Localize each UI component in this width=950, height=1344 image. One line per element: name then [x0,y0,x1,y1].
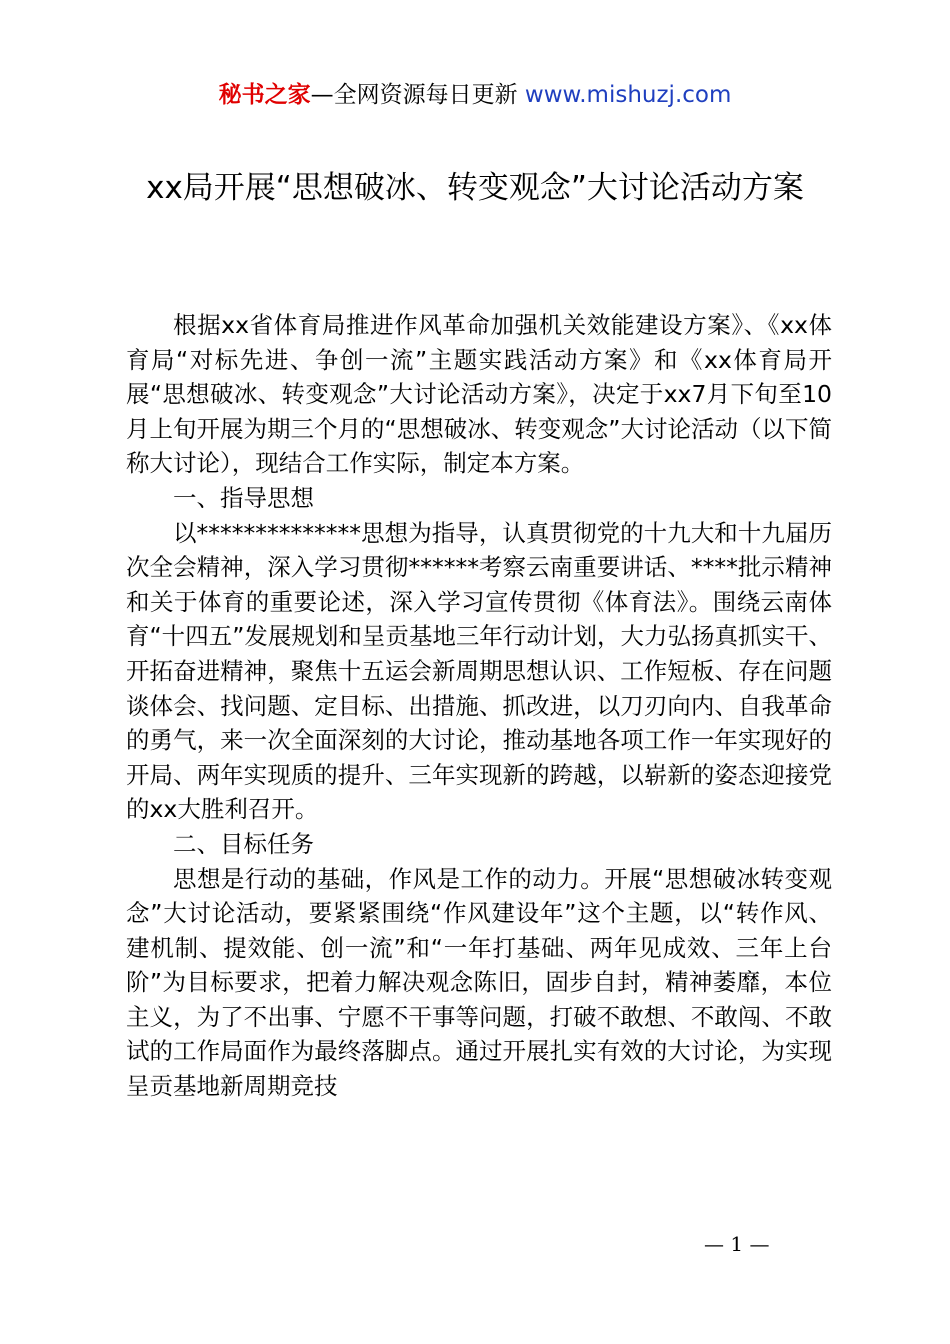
brand-name: 秘书之家 [218,82,311,108]
intro-paragraph: 根据xx省体育局推进作风革命加强机关效能建设方案》、《xx体育局“对标先进、争创一流”主题实践活动方案》和《xx体育局开展“思想破冰、转变观念”大讨论活动方案》，决定于xx7月下旬至10月上旬开展为期三个月的“思想破冰、转变观念”大讨论活动（以下简称大讨论），现结合工作实际，制定本方案。 [126,311,832,478]
page-number: — 1 — [704,1232,770,1256]
document-title: xx局开展“思想破冰、转变观念”大讨论活动方案 [146,170,804,206]
body-paragraph: 思想是行动的基础，作风是工作的动力。开展“思想破冰转变观念”大讨论活动，要紧紧围绕“作风建设年”这个主题，以“转作风、建机制、提效能、创一流”和“一年打基础、两年见成效、三年上台阶”为目标要求，把着力解决观念陈旧，固步自封，精神萎靡，本位主义，为了不出事、宁愿不干事等问题，打破不敢想、不敢闯、不敢试的工作局面作为最终落脚点。通过开展扎实有效的大讨论，为实现呈贡基地新周期竞技 [126,864,832,1101]
document-body [126,308,832,1104]
header-slogan: —全网资源每日更新 [310,82,525,108]
section-heading: 一、指导思想 [173,483,314,512]
site-header [0,78,950,112]
body-paragraph: 以**************思想为指导，认真贯彻党的十九大和十九届历次全会精神，深入学习贯彻******考察云南重要讲话、****批示精神和关于体育的重要论述，深入学习宣传贯彻《体育法》。围绕云南体育“十四五”发展规划和呈贡基地三年行动计划，大力弘扬真抓实干、开拓奋进精神，聚焦十五运会新周期思想认识、工作短板、存在问题谈体会、找问题、定目标、出措施、抓改进，以刀刃向内、自我革命的勇气，来一次全面深刻的大讨论，推动基地各项工作一年实现好的开局、两年实现质的提升、三年实现新的跨越，以崭新的姿态迎接党的xx大胜利召开。 [126,518,832,824]
section-heading: 二、目标任务 [173,829,314,858]
site-url-link[interactable]: www.mishuzj.com [524,82,732,108]
